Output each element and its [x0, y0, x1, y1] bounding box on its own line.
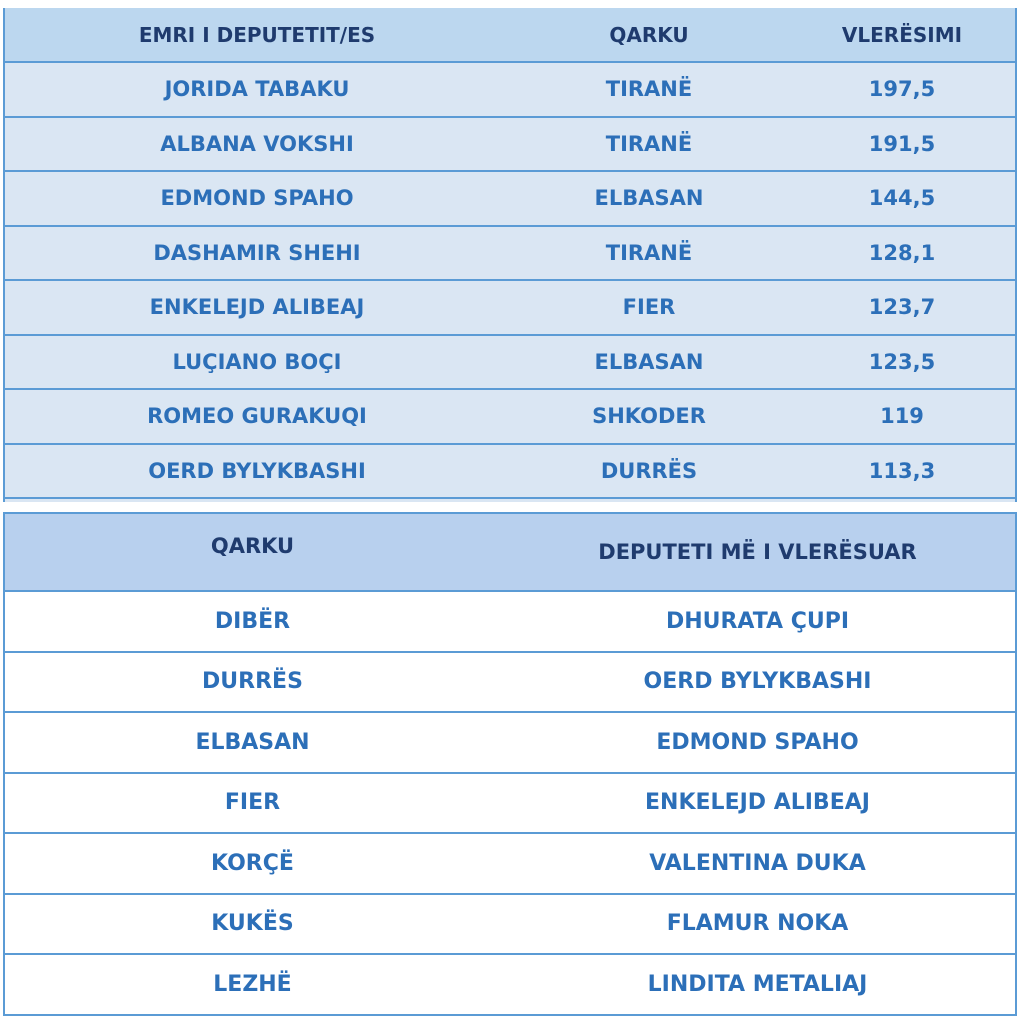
deputy-name: EDMOND SPAHO: [160, 186, 354, 211]
rating: 144,5: [868, 186, 936, 211]
county: DIBËR: [214, 608, 291, 634]
deputy-name: DASHAMIR SHEHI: [153, 240, 361, 265]
deputy-name: ROMEO GURAKUQI: [147, 404, 367, 429]
table-row: [5, 390, 1015, 445]
county: FIER: [622, 295, 676, 320]
header-best-deputy: DEPUTETI MË I VLERËSUAR: [598, 540, 917, 564]
best-deputy: EDMOND SPAHO: [656, 729, 859, 755]
best-deputy: OERD BYLYKBASHI: [643, 669, 872, 695]
table-row: [5, 445, 1015, 500]
table-row: [5, 281, 1015, 336]
deputies-ranking-table: [3, 8, 1017, 505]
table-row: [5, 774, 1015, 835]
best-deputy: FLAMUR NOKA: [666, 911, 849, 937]
county: SHKODER: [592, 404, 706, 429]
deputy-name: ALBANA VOKSHI: [160, 131, 354, 156]
table-row: [5, 227, 1015, 282]
rating: 191,5: [868, 131, 936, 156]
best-deputy: ENKELEJD ALIBEAJ: [645, 790, 870, 816]
best-deputy: LINDITA METALIAJ: [647, 971, 868, 997]
deputy-name: ENKELEJD ALIBEAJ: [149, 295, 365, 320]
rating: 113,3: [868, 458, 936, 483]
county: FIER: [224, 790, 281, 816]
county: ELBASAN: [594, 186, 704, 211]
table-row: [5, 653, 1015, 714]
header-rating: VLERËSIMI: [841, 22, 963, 47]
county: TIRANË: [605, 77, 693, 102]
table-row: [5, 955, 1015, 1016]
deputy-name: JORIDA TABAKU: [164, 77, 350, 102]
county: ELBASAN: [594, 349, 704, 374]
deputy-name: LUÇIANO BOÇI: [172, 349, 342, 374]
rating: 123,7: [868, 295, 936, 320]
best-deputy: VALENTINA DUKA: [649, 850, 866, 876]
deputy-name: OERD BYLYKBASHI: [148, 458, 366, 483]
table-row: [5, 713, 1015, 774]
rating: 197,5: [868, 77, 936, 102]
county: DURRËS: [600, 458, 698, 483]
rating: 119: [880, 404, 924, 429]
rating: 128,1: [868, 240, 936, 265]
table-header-row: [5, 8, 1015, 63]
county: KUKËS: [211, 911, 294, 937]
best-deputy: DHURATA ÇUPI: [665, 608, 850, 634]
table-row: [5, 895, 1015, 956]
county: TIRANË: [605, 240, 693, 265]
table-row: [5, 592, 1015, 653]
header-county: QARKU: [210, 534, 295, 558]
county: DURRËS: [202, 669, 303, 695]
header-deputy-name: EMRI I DEPUTETIT/ES: [138, 22, 376, 47]
county: LEZHË: [213, 971, 292, 997]
table-header-row: [5, 514, 1015, 592]
county: TIRANË: [605, 131, 693, 156]
table-row: [5, 172, 1015, 227]
table-row: [5, 834, 1015, 895]
table-row: [5, 63, 1015, 118]
county: ELBASAN: [195, 729, 310, 755]
rating: 123,5: [868, 349, 936, 374]
table-row: [5, 118, 1015, 173]
best-deputy-by-county-table: [3, 512, 1017, 1016]
header-county: QARKU: [609, 22, 689, 47]
table-row: [5, 336, 1015, 391]
table-separator: [0, 502, 1020, 512]
county: KORÇË: [211, 850, 294, 876]
